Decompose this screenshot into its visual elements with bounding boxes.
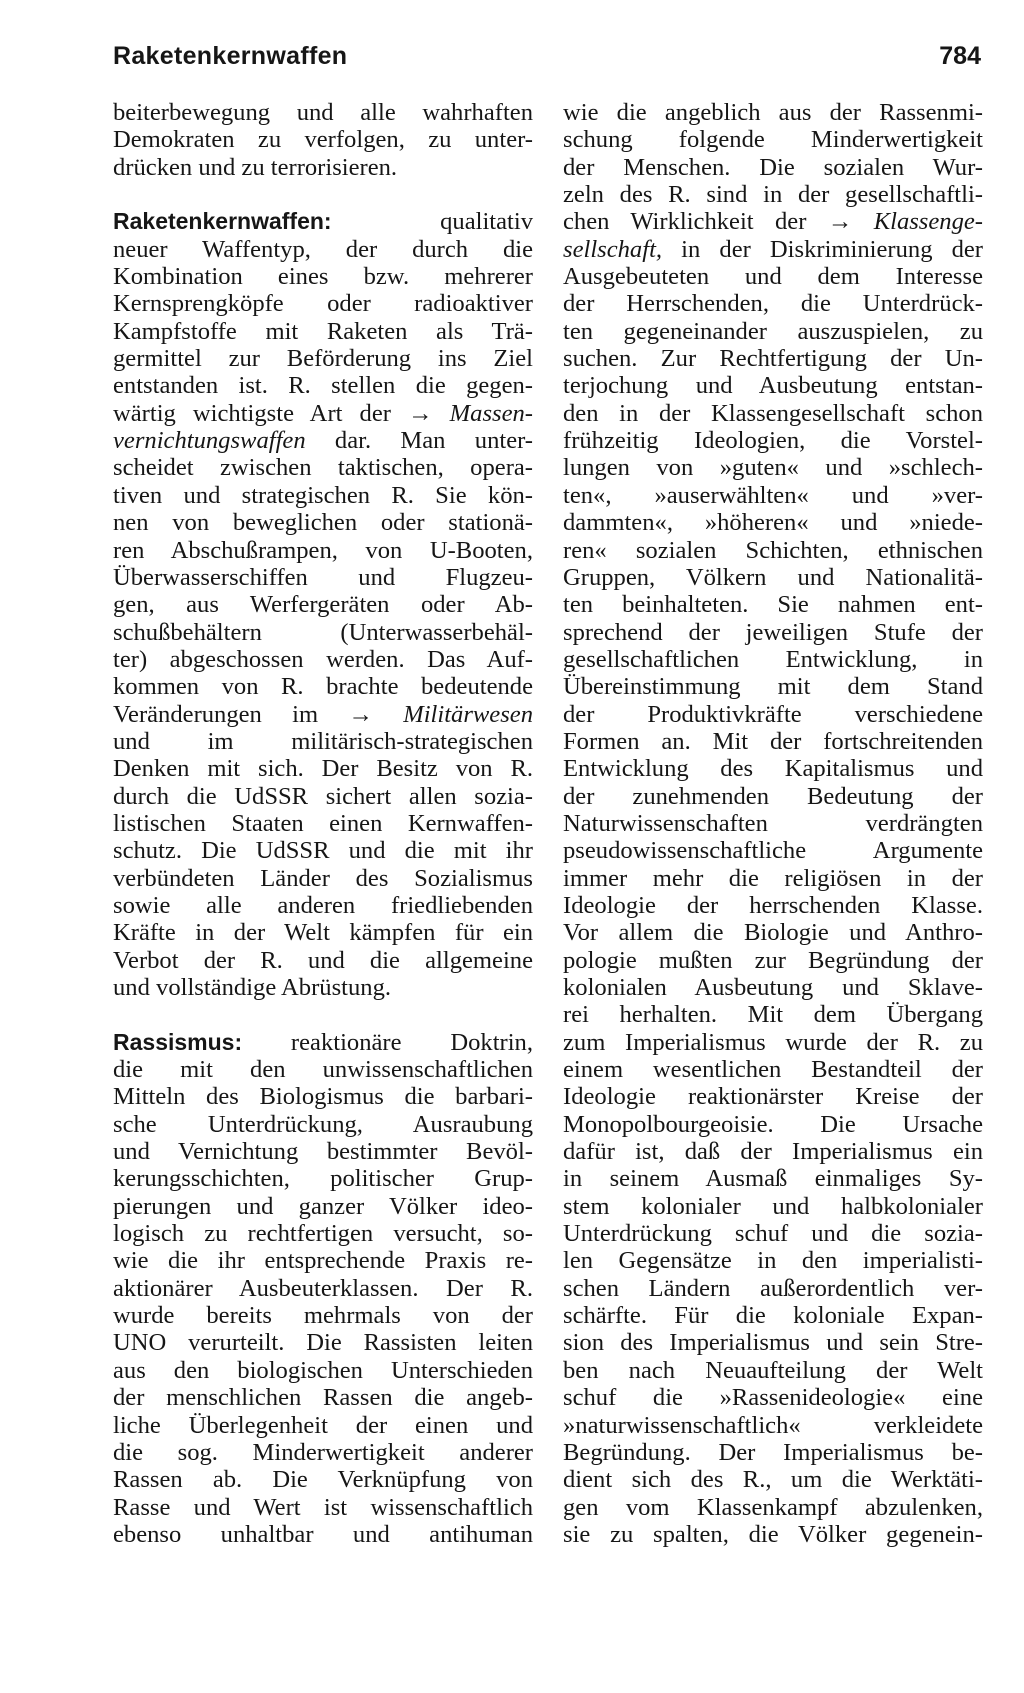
page-number: 784 <box>939 42 981 70</box>
text-line: verbündeten Länder des Sozialismus <box>113 864 533 892</box>
text-line: und Vernichtung bestimmter Bevöl- <box>113 1138 533 1166</box>
text-line: gen vom Klassenkampf abzulenken, <box>563 1493 983 1521</box>
text-line: kommen von R. brachte bedeutende <box>113 673 533 701</box>
text-line: pierungen und ganzer Völker ideo- <box>113 1192 533 1220</box>
text-line: Kampfstoffe mit Raketen als Trä- <box>113 317 533 345</box>
text-line: ten«, »auserwählten« und »ver- <box>563 481 983 509</box>
text-line: wie die angeblich aus der Rassenmi- <box>563 99 983 126</box>
text-line: sowie alle anderen friedliebenden <box>113 891 533 919</box>
text-line: den in der Klassengesellschaft schon <box>563 399 983 427</box>
text-line: Mitteln des Biologismus die barbari- <box>113 1083 533 1111</box>
text-line: zum Imperialismus wurde der R. zu <box>563 1028 983 1056</box>
text-line: Entwicklung des Kapitalismus und <box>563 755 983 783</box>
text-line: der Menschen. Die sozialen Wur- <box>563 153 983 181</box>
text-line: dient sich des R., um die Werktäti- <box>563 1466 983 1494</box>
cross-reference-link[interactable]: Massen- <box>449 399 533 427</box>
cross-reference-arrow-icon: → <box>408 399 433 427</box>
text-line: Formen an. Mit der fortschreitenden <box>563 727 983 755</box>
text-line: germittel zur Beförderung ins Ziel <box>113 345 533 373</box>
text-line: sie zu spalten, die Völker gegenein- <box>563 1520 983 1548</box>
text-line: stem kolonialer und halbkolonialer <box>563 1192 983 1220</box>
text-line: pseudowissenschaftliche Argumente <box>563 837 983 865</box>
text-line: chen Wirklichkeit der → Klassenge- <box>563 208 983 236</box>
page-header <box>113 42 981 82</box>
text-line: sche Unterdrückung, Ausraubung <box>113 1110 533 1138</box>
cross-reference-arrow-icon: → <box>827 208 853 236</box>
text-line: Verbot der R. und die allgemeine <box>113 946 533 974</box>
cross-reference-arrow-icon: → <box>348 700 373 728</box>
text-line: tiven und strategischen R. Sie kön- <box>113 481 533 509</box>
text-line: die mit den unwissenschaftlichen <box>113 1056 533 1084</box>
text-line: beiterbewegung und alle wahrhaften <box>113 99 533 126</box>
text-line: einem wesentlichen Bestandteil der <box>563 1056 983 1084</box>
text-line: »naturwissenschaftlich« verkleidete <box>563 1411 983 1439</box>
text-line: Raketenkernwaffen: qualitativ <box>113 208 533 236</box>
right-column <box>563 99 983 1548</box>
entry-headword: Raketenkernwaffen: <box>113 208 332 235</box>
text-line: Veränderungen im → Militärwesen <box>113 700 533 728</box>
text-line: ren« sozialen Schichten, ethnischen <box>563 536 983 564</box>
cross-reference-link[interactable]: Militärwesen <box>403 700 533 728</box>
text-line: Kräfte in der Welt kämpfen für ein <box>113 919 533 947</box>
text-line: aus den biologischen Unterschieden <box>113 1356 533 1384</box>
text-line: schußbehältern (Unterwasserbehäl- <box>113 618 533 646</box>
entry-raketenkernwaffen <box>113 208 533 1001</box>
text-line: Rassismus: reaktionäre Doktrin, <box>113 1028 533 1056</box>
text-line: Gruppen, Völkern und Nationalitä- <box>563 563 983 591</box>
text-line: Ausgebeuteten und dem Interesse <box>563 263 983 291</box>
text-line: Kernsprengköpfe oder radioaktiver <box>113 290 533 318</box>
text-line: wie die ihr entsprechende Praxis re- <box>113 1247 533 1275</box>
text-line: rei herhalten. Mit dem Übergang <box>563 1001 983 1029</box>
text-line: durch die UdSSR sichert allen sozia- <box>113 782 533 810</box>
text-line: der Produktivkräfte verschiedene <box>563 700 983 728</box>
text-line: vernichtungswaffen dar. Man unter- <box>113 427 533 455</box>
text-line: aktionärer Ausbeuterklassen. Der R. <box>113 1274 533 1302</box>
text-line: ren Abschußrampen, von U-Booten, <box>113 536 533 564</box>
text-line: und im militärisch-strategischen <box>113 727 533 755</box>
text-line: Überwasserschiffen und Flugzeu- <box>113 563 533 591</box>
text-line: ben nach Neuaufteilung der Welt <box>563 1356 983 1384</box>
text-line: Begründung. Der Imperialismus be- <box>563 1438 983 1466</box>
text-line: Rassen ab. Die Verknüpfung von <box>113 1466 533 1494</box>
text-line: logisch zu rechtfertigen versucht, so- <box>113 1220 533 1248</box>
text-line: schutz. Die UdSSR und die mit ihr <box>113 837 533 865</box>
text-line: Vor allem die Biologie und Anthro- <box>563 919 983 947</box>
text-line: gen, aus Werfergeräten oder Ab- <box>113 591 533 619</box>
text-line: listischen Staaten einen Kernwaffen- <box>113 809 533 837</box>
text-line: in seinem Ausmaß einmaliges Sy- <box>563 1165 983 1193</box>
text-line: pologie mußten zur Begründung der <box>563 946 983 974</box>
text-line: wurde bereits mehrmals von der <box>113 1302 533 1330</box>
text-line: neuer Waffentyp, der durch die <box>113 235 533 263</box>
text-line: schen Ländern außerordentlich ver- <box>563 1274 983 1302</box>
text-line: immer mehr die religiösen in der <box>563 864 983 892</box>
text-line: Denken mit sich. Der Besitz von R. <box>113 755 533 783</box>
text-line: Ideologie reaktionärster Kreise der <box>563 1083 983 1111</box>
text-line: drücken und zu terrorisieren. <box>113 153 398 181</box>
text-line: Ideologie der herrschenden Klasse. <box>563 891 983 919</box>
entry-headword: Rassismus: <box>113 1028 243 1055</box>
text-line: ebenso unhaltbar und antihuman <box>113 1520 533 1548</box>
text-line: und vollständige Abrüstung. <box>113 974 392 1001</box>
text-line: der Herrschenden, die Unterdrück- <box>563 290 983 318</box>
text-line: len Gegensätze in den imperialisti- <box>563 1247 983 1275</box>
text-line: der zunehmenden Bedeutung der <box>563 782 983 810</box>
entry-rassismus <box>113 1029 533 1549</box>
cross-reference-link[interactable]: sellschaft, <box>563 235 663 263</box>
text-line: ten gegeneinander auszuspielen, zu <box>563 317 983 345</box>
text-line: kerungsschichten, politischer Grup- <box>113 1165 533 1193</box>
text-line: dafür ist, daß der Imperialismus ein <box>563 1138 983 1166</box>
text-line: terjochung und Ausbeutung entstan- <box>563 372 983 400</box>
text-line: zeln des R. sind in der gesellschaftli- <box>563 181 983 209</box>
text-line: sprechend der jeweiligen Stufe der <box>563 618 983 646</box>
left-column <box>113 99 533 1548</box>
text-line: entstanden ist. R. stellen die gegen- <box>113 372 533 400</box>
running-head: Raketenkernwaffen <box>113 42 348 70</box>
text-line: sion des Imperialismus und sein Stre- <box>563 1329 983 1357</box>
text-line: schuf die »Rassenideologie« eine <box>563 1384 983 1412</box>
text-line: dammten«, »höheren« und »niede- <box>563 509 983 537</box>
text-line: wärtig wichtigste Art der → Massen- <box>113 399 533 427</box>
entry-rassismus-continued <box>563 99 983 1548</box>
text-line: Übereinstimmung mit dem Stand <box>563 673 983 701</box>
text-line: scheidet zwischen taktischen, opera- <box>113 454 533 482</box>
text-line: gesellschaftlichen Entwicklung, in <box>563 645 983 673</box>
text-line: sellschaft, in der Diskriminierung der <box>563 235 983 263</box>
text-line: liche Überlegenheit der einen und <box>113 1411 533 1439</box>
text-line: Naturwissenschaften verdrängten <box>563 809 983 837</box>
text-line: die sog. Minderwertigkeit anderer <box>113 1438 533 1466</box>
cross-reference-link[interactable]: Klassenge- <box>873 208 983 236</box>
text-line: Monopolbourgeoisie. Die Ursache <box>563 1110 983 1138</box>
continued-paragraph <box>113 99 533 181</box>
text-line: suchen. Zur Rechtfertigung der Un- <box>563 345 983 373</box>
text-line: schung folgende Minderwertigkeit <box>563 126 983 154</box>
text-line: Demokraten zu verfolgen, zu unter- <box>113 126 533 154</box>
text-line: lungen von »guten« und »schlech- <box>563 454 983 482</box>
text-line: nen von beweglichen oder stationä- <box>113 509 533 537</box>
text-line: Unterdrückung schuf und die sozia- <box>563 1220 983 1248</box>
text-line: UNO verurteilt. Die Rassisten leiten <box>113 1329 533 1357</box>
text-line: schärfte. Für die koloniale Expan- <box>563 1302 983 1330</box>
text-line: ten beinhalteten. Sie nahmen ent- <box>563 591 983 619</box>
cross-reference-link[interactable]: vernichtungswaffen <box>113 427 306 455</box>
text-line: Kombination eines bzw. mehrerer <box>113 263 533 291</box>
text-line: ter) abgeschossen werden. Das Auf- <box>113 645 533 673</box>
text-line: der menschlichen Rassen die angeb- <box>113 1384 533 1412</box>
text-line: kolonialen Ausbeutung und Sklave- <box>563 974 983 1001</box>
text-line: frühzeitig Ideologien, die Vorstel- <box>563 427 983 455</box>
text-line: Rasse und Wert ist wissenschaftlich <box>113 1493 533 1521</box>
